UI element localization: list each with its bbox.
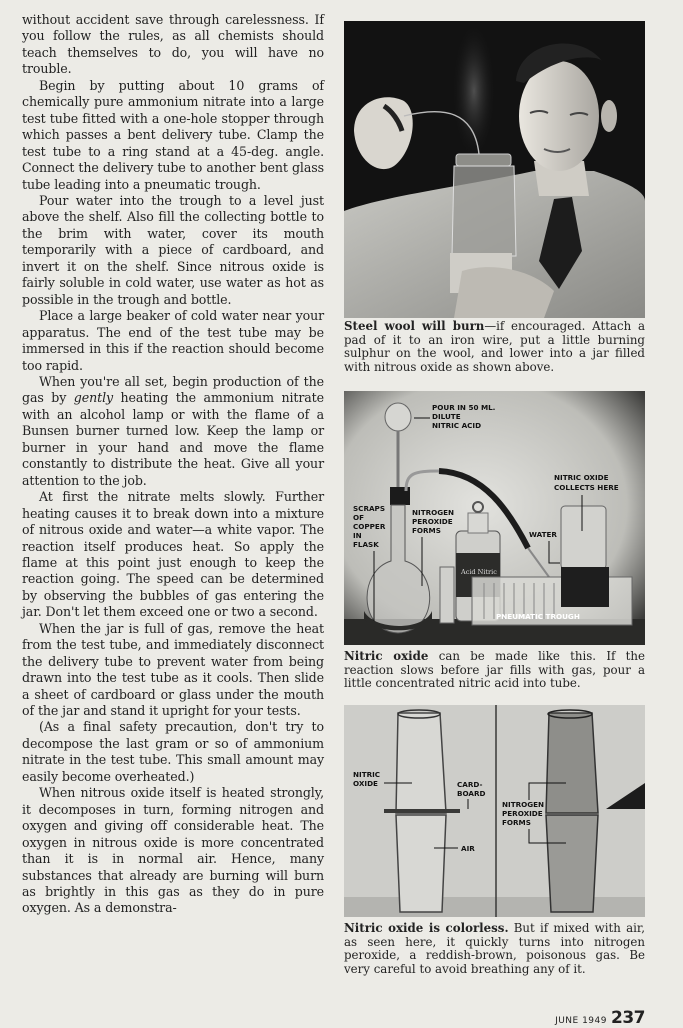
svg-text:OXIDE: OXIDE: [353, 779, 378, 788]
photo-nitric-oxide-apparatus: [344, 391, 645, 645]
trough-shelf: [561, 567, 609, 607]
caption-colorless-text: But if mixed with air, as seen here, it quickly turns into nitrogen peroxide, a reddish-brown, poisonous gas. Be very careful to avoid breathing any of it.: [344, 921, 645, 976]
svg-text:FLASK: FLASK: [353, 540, 379, 549]
label-trough: PNEUMATIC TROUGH: [496, 612, 580, 621]
paragraph-5: [22, 374, 324, 489]
paragraph-9: When nitrous oxide itself is heated strongly, it decomposes in turn, forming nitrogen and oxygen and giving off considerable heat. The oxygen in nitrous oxide is more concentrated than it is in normal air. Hence, many substances that already are burning will burn as brightly in this gas as they do in pure oxygen. As a demonstra-: [22, 785, 324, 916]
issue-date: JUNE 1949: [555, 1016, 607, 1026]
svg-text:PEROXIDE: PEROXIDE: [412, 517, 453, 526]
paragraph-5-post: heating the ammonium nitrate with an alcohol lamp or with the flame of a Bunsen burner turned low. Keep the lamp or burner in your hand and move the flame constantly to distribute the heat. Give all your attention to the job.: [22, 390, 324, 488]
right-jar-top: [546, 713, 598, 813]
svg-text:NITRIC OXIDE: NITRIC OXIDE: [554, 473, 609, 482]
svg-text:NITRIC ACID: NITRIC ACID: [432, 421, 482, 430]
svg-text:CARD-: CARD-: [457, 780, 483, 789]
paragraph-1: without accident save through carelessness. If you follow the rules, as all chemists should teach themselves to do, you will have no trouble.: [22, 12, 324, 77]
svg-text:PEROXIDE: PEROXIDE: [502, 809, 543, 818]
svg-text:NITRIC: NITRIC: [353, 770, 381, 779]
caption-nitric-oxide: [344, 650, 645, 691]
paragraph-8: (As a final safety precaution, don't try to decompose the last gram or so of ammonium nitrate in the test tube. This small amount may easily become overheated.): [22, 719, 324, 784]
page-number: 237: [611, 1008, 645, 1028]
photo-steel-wool: [344, 21, 645, 318]
table-surface: [344, 897, 645, 917]
paragraph-6: At first the nitrate melts slowly. Further heating causes it to break down into a mixture of nitrous oxide and water—a white vapor. The reaction itself produces heat. So apply the flame at this point just enough to keep the reaction going. The speed can be determined by observing the bubbles of gas entering the jar. Don't let them exceed one or two a second.: [22, 489, 324, 620]
bottle-neck: [468, 513, 488, 533]
paragraph-5-pre: When you're all set, begin production of the gas by: [22, 373, 324, 406]
caption-steel-wool: [344, 320, 645, 374]
smoke: [452, 21, 496, 161]
svg-text:NITROGEN: NITROGEN: [412, 508, 455, 517]
paragraph-3: Pour water into the trough to a level just above the shelf. Also fill the collecting bottle to the brim with water, cover its mouth temporarily with a piece of cardboard, and invert it on the shelf. Since nitrous oxide is fairly soluble in cold water, use water as hot as possible in the trough and bottle.: [22, 192, 324, 307]
svg-text:COLLECTS HERE: COLLECTS HERE: [554, 483, 619, 492]
jar-lid-rim: [456, 154, 511, 166]
svg-text:NITROGEN: NITROGEN: [502, 800, 545, 809]
caption-colorless-bold: Nitric oxide is colorless.: [344, 921, 509, 935]
svg-text:SCRAPS: SCRAPS: [353, 504, 385, 513]
svg-text:OF: OF: [353, 513, 365, 522]
photo-colorless-comparison: [344, 705, 645, 917]
svg-text:FORMS: FORMS: [412, 526, 441, 535]
emphasis-gently: gently: [73, 390, 114, 406]
caption-steel-wool-bold: Steel wool will burn: [344, 319, 485, 333]
caption-colorless: [344, 922, 645, 976]
cardboard-sheet: [384, 809, 460, 813]
left-jar-top: [396, 713, 446, 813]
svg-text:AIR: AIR: [461, 844, 475, 853]
svg-text:POUR IN 50 ML.: POUR IN 50 ML.: [432, 403, 496, 412]
right-jar-bottom: [546, 815, 598, 912]
jars-illustration: [344, 705, 645, 917]
page-footer: [555, 1008, 645, 1028]
funnel-bulb: [385, 403, 411, 431]
left-jar-bottom: [396, 815, 446, 912]
caption-nitric-oxide-bold: Nitric oxide: [344, 649, 429, 663]
paragraph-2: Begin by putting about 10 grams of chemically pure ammonium nitrate into a large test tube fitted with a one-hole stopper through which passes a bent delivery tube. Clamp the test tube to a ring stand at a 45-deg. angle. Connect the delivery tube to another bent glass tube leading into a pneumatic trough.: [22, 77, 324, 192]
svg-text:FORMS: FORMS: [502, 818, 531, 827]
svg-text:DILUTE: DILUTE: [432, 412, 461, 421]
bottle-label-text: Acid Nitric: [461, 568, 497, 576]
glass-jar: [452, 166, 516, 256]
steel-wool-illustration: [344, 21, 645, 318]
svg-text:IN: IN: [353, 531, 362, 540]
apparatus-illustration: [344, 391, 645, 645]
beaker: [440, 567, 454, 623]
article-body: [22, 12, 324, 917]
paragraph-7: When the jar is full of gas, remove the heat from the test tube, and immediately disconnect the delivery tube to prevent water from being drawn into the test tube as it cools. Then slide a sheet of cardboard or glass under the mouth of the jar and stand it upright for your tests.: [22, 620, 324, 719]
paragraph-4: Place a large beaker of cold water near your apparatus. The end of the test tube may be immersed in this if the reaction should become too rapid.: [22, 308, 324, 373]
ear: [601, 100, 617, 132]
svg-text:WATER: WATER: [529, 530, 557, 539]
svg-text:COPPER: COPPER: [353, 522, 386, 531]
caption-nitric-oxide-text: can be made like this. If the reaction slows before jar fills with gas, pour a little concentrated nitric acid into tube.: [344, 649, 645, 691]
svg-text:BOARD: BOARD: [457, 789, 486, 798]
collecting-jar: [561, 506, 606, 569]
caption-steel-wool-text: —if encouraged. Attach a pad of it to an iron wire, put a little burning sulphur on the wool, and lower into a jar filled with nitrous oxide as shown above.: [344, 319, 645, 374]
